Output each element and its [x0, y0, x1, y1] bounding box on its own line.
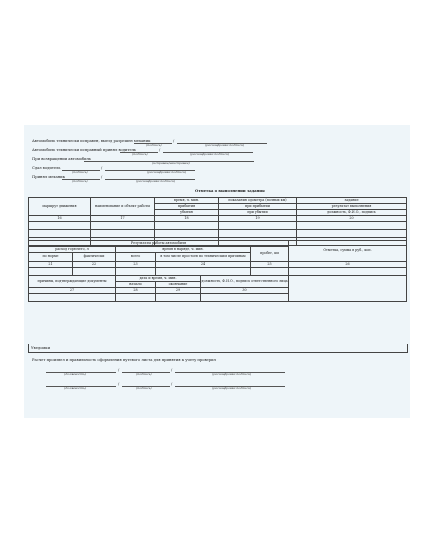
separator: / [101, 175, 103, 179]
col-number: 20 [297, 216, 407, 222]
table-row[interactable] [29, 230, 407, 238]
table-row[interactable] [29, 268, 407, 276]
caption-name: (расшифровка подписи) [212, 386, 252, 390]
caption-name: (расшифровка подписи) [205, 143, 245, 147]
col-header-odo-departure: при убытии [219, 210, 297, 216]
notes-label: Уведомки [31, 346, 51, 350]
caption-name: (расшифровка подписи) [147, 170, 187, 174]
separator: / [171, 368, 173, 372]
driver-handover-label: Сдал водитель [32, 166, 61, 170]
caption-name: (расшифровка подписи) [136, 179, 176, 183]
mileage-header: пробег, км [251, 247, 289, 262]
mechanic-accept-label: Принял механик [32, 175, 65, 179]
waybill-sheet [24, 125, 410, 418]
caption-position: (должность) [64, 386, 86, 390]
caption-sign: (подпись) [132, 152, 148, 156]
task-table [28, 197, 407, 246]
col-header-task: задание [297, 198, 407, 204]
col-header-object: наименование и объект работы [91, 198, 155, 216]
task-section-title: Отметка о выполнении задания [195, 189, 265, 193]
separator: / [101, 166, 103, 170]
caption-sign: (подпись) [72, 179, 88, 183]
separator: / [159, 148, 161, 152]
duty-time-header: время в наряде, ч. мин. [116, 247, 251, 253]
results-header: Результаты работы автомобиля [29, 241, 289, 247]
start-header: начало [116, 282, 156, 288]
col-number: 17 [91, 216, 155, 222]
caption-sign: (подпись) [136, 386, 152, 390]
sum-header: Отметка, сумма в руб., коп. [289, 241, 407, 262]
col-number: 19 [219, 216, 297, 222]
sum-cell[interactable] [289, 276, 407, 302]
col-number: 21 [29, 262, 73, 268]
col-header-departure: убытия [155, 210, 219, 216]
col-header-odo-arrival: при прибытии [219, 204, 297, 210]
idle-header: в том числе простоев по техническим причинам [156, 253, 251, 262]
col-number: 29 [156, 288, 201, 294]
actual-header: фактически [73, 253, 116, 262]
driver-accept-label: Автомобиль технически исправный принял водитель [32, 148, 137, 152]
col-number: 18 [155, 216, 219, 222]
check-statement: Расчет произвел и правильность оформления путевого листа для принятия к учету проверил [32, 358, 216, 362]
col-number: 16 [29, 216, 91, 222]
col-header-time: время, ч. мин. [155, 198, 219, 204]
col-header-arrival: прибытия [155, 204, 219, 210]
col-header-result: результат выполнения [297, 204, 407, 210]
responsible-header: должность, Ф.И.О., подпись ответственного лица [201, 276, 289, 288]
separator: / [118, 368, 120, 372]
caption-name: (расшифровка подписи) [190, 152, 230, 156]
col-header-route: маршрут движения [29, 198, 91, 216]
mechanic-release-label: Автомобиль технически исправен, выезд разрешен механик [32, 139, 151, 143]
separator: / [171, 382, 173, 386]
caption-name: (расшифровка подписи) [212, 372, 252, 376]
separator: / [118, 382, 120, 386]
caption-sign: (подпись) [146, 143, 162, 147]
caption-sign: (подпись) [136, 372, 152, 376]
table-row[interactable] [29, 222, 407, 230]
col-number: 22 [73, 262, 116, 268]
col-number: 27 [29, 288, 116, 294]
norm-header: по норме [29, 253, 73, 262]
col-number: 24 [156, 262, 251, 268]
caption-condition: (исправен/неисправен) [152, 161, 190, 165]
col-number: 30 [201, 288, 289, 294]
col-number: 26 [289, 262, 407, 268]
caption-sign: (подпись) [72, 170, 88, 174]
reasons-header: причины, подтверждающие документы [29, 276, 116, 288]
results-table [28, 240, 407, 302]
fuel-header: расход горючего, л [29, 247, 116, 253]
separator: / [173, 139, 175, 143]
col-number: 28 [116, 288, 156, 294]
notes-row[interactable] [28, 344, 408, 353]
col-header-signature: должность, Ф.И.О., подпись [297, 210, 407, 216]
col-number: 23 [116, 262, 156, 268]
total-header: всего [116, 253, 156, 262]
return-label: При возвращении автомобиль [32, 157, 91, 161]
caption-position: (должность) [64, 372, 86, 376]
col-number: 25 [251, 262, 289, 268]
delay-header: дата и время, ч. мин. [116, 276, 201, 282]
col-header-odometer: показания одометра (полных км) [219, 198, 297, 204]
end-header: окончание [156, 282, 201, 288]
